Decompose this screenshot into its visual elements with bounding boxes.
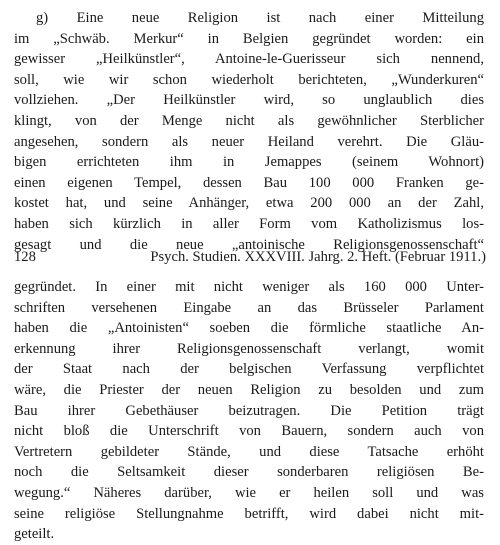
text-line: angesehen, sondern als neuer Heiland verehrt. Die Gläu- bbox=[14, 133, 484, 150]
top-paragraph bbox=[14, 8, 484, 255]
text-line: vollziehen. „Der Heilkünstler wird, so unglaublich dies bbox=[14, 92, 484, 109]
text-line: g) Eine neue Religion ist nach einer Mitteilung bbox=[36, 10, 484, 26]
text-line: geteilt. bbox=[14, 526, 55, 543]
text-line: Bau ihrer Gebethäuser beizutragen. Die Petition trägt bbox=[14, 402, 484, 419]
running-header bbox=[14, 247, 486, 267]
text-line: der Staat nach der belgischen Verfassung verpflichtet bbox=[14, 361, 484, 378]
text-line: Vertretern gebildeter Stände, und diese Tatsache erhöht bbox=[14, 443, 484, 460]
text-line: einen eigenen Tempel, dessen Bau 100 000 Franken ge- bbox=[14, 174, 484, 191]
text-line: erkennung ihrer Religionsgenossenschaft verlangt, womit bbox=[14, 340, 484, 357]
journal-title: Psych. Studien. XXXVIII. Jahrg. 2. Heft. (Februar 1911.) bbox=[150, 249, 486, 265]
text-line: wäre, die Priester der neuen Religion zu besolden und zum bbox=[14, 381, 484, 398]
page-number: 128 bbox=[14, 249, 36, 265]
text-line: bigen errichteten ihm in Jemappes (seinem Wohnort) bbox=[14, 154, 484, 171]
text-line: gewisser „Heilkünstler“, Antoine-le-Guerisseur sich nennend, bbox=[14, 51, 484, 68]
text-line: im „Schwäb. Merkur“ in Belgien gegründet worden: ein bbox=[14, 30, 484, 47]
bottom-paragraph bbox=[14, 277, 484, 545]
text-line: haben die „Antoinisten“ soeben die förmliche staatliche An- bbox=[14, 320, 484, 337]
text-line: schriften versehenen Eingabe an das Brüsseler Parlament bbox=[14, 299, 484, 316]
text-line: seine religiöse Stellungnahme betrifft, wird dabei nicht mit- bbox=[14, 505, 484, 522]
text-line: noch die Seltsamkeit dieser sonderbaren religiösen Be- bbox=[14, 464, 484, 481]
text-line: haben sich kürzlich in aller Form vom Katholizismus los- bbox=[14, 215, 484, 232]
text-line: gesagt und die neue „antoinische Religionsgenossenschaft“ bbox=[14, 236, 484, 253]
text-line: klingt, von der Menge nicht als gewöhnlicher Sterblicher bbox=[14, 112, 484, 129]
text-line: gegründet. In einer mit nicht weniger als 160 000 Unter- bbox=[14, 279, 484, 295]
text-line: kostet hat, und seine Anhänger, etwa 200 000 an der Zahl, bbox=[14, 195, 484, 212]
text-line: nicht bloß die Unterschrift von Bauern, sondern auch von bbox=[14, 423, 484, 440]
text-line: wegung.“ Näheres darüber, wie er heilen soll und was bbox=[14, 484, 484, 501]
text-line: soll, wie wir schon wiederholt berichteten, „Wunderkuren“ bbox=[14, 71, 484, 88]
